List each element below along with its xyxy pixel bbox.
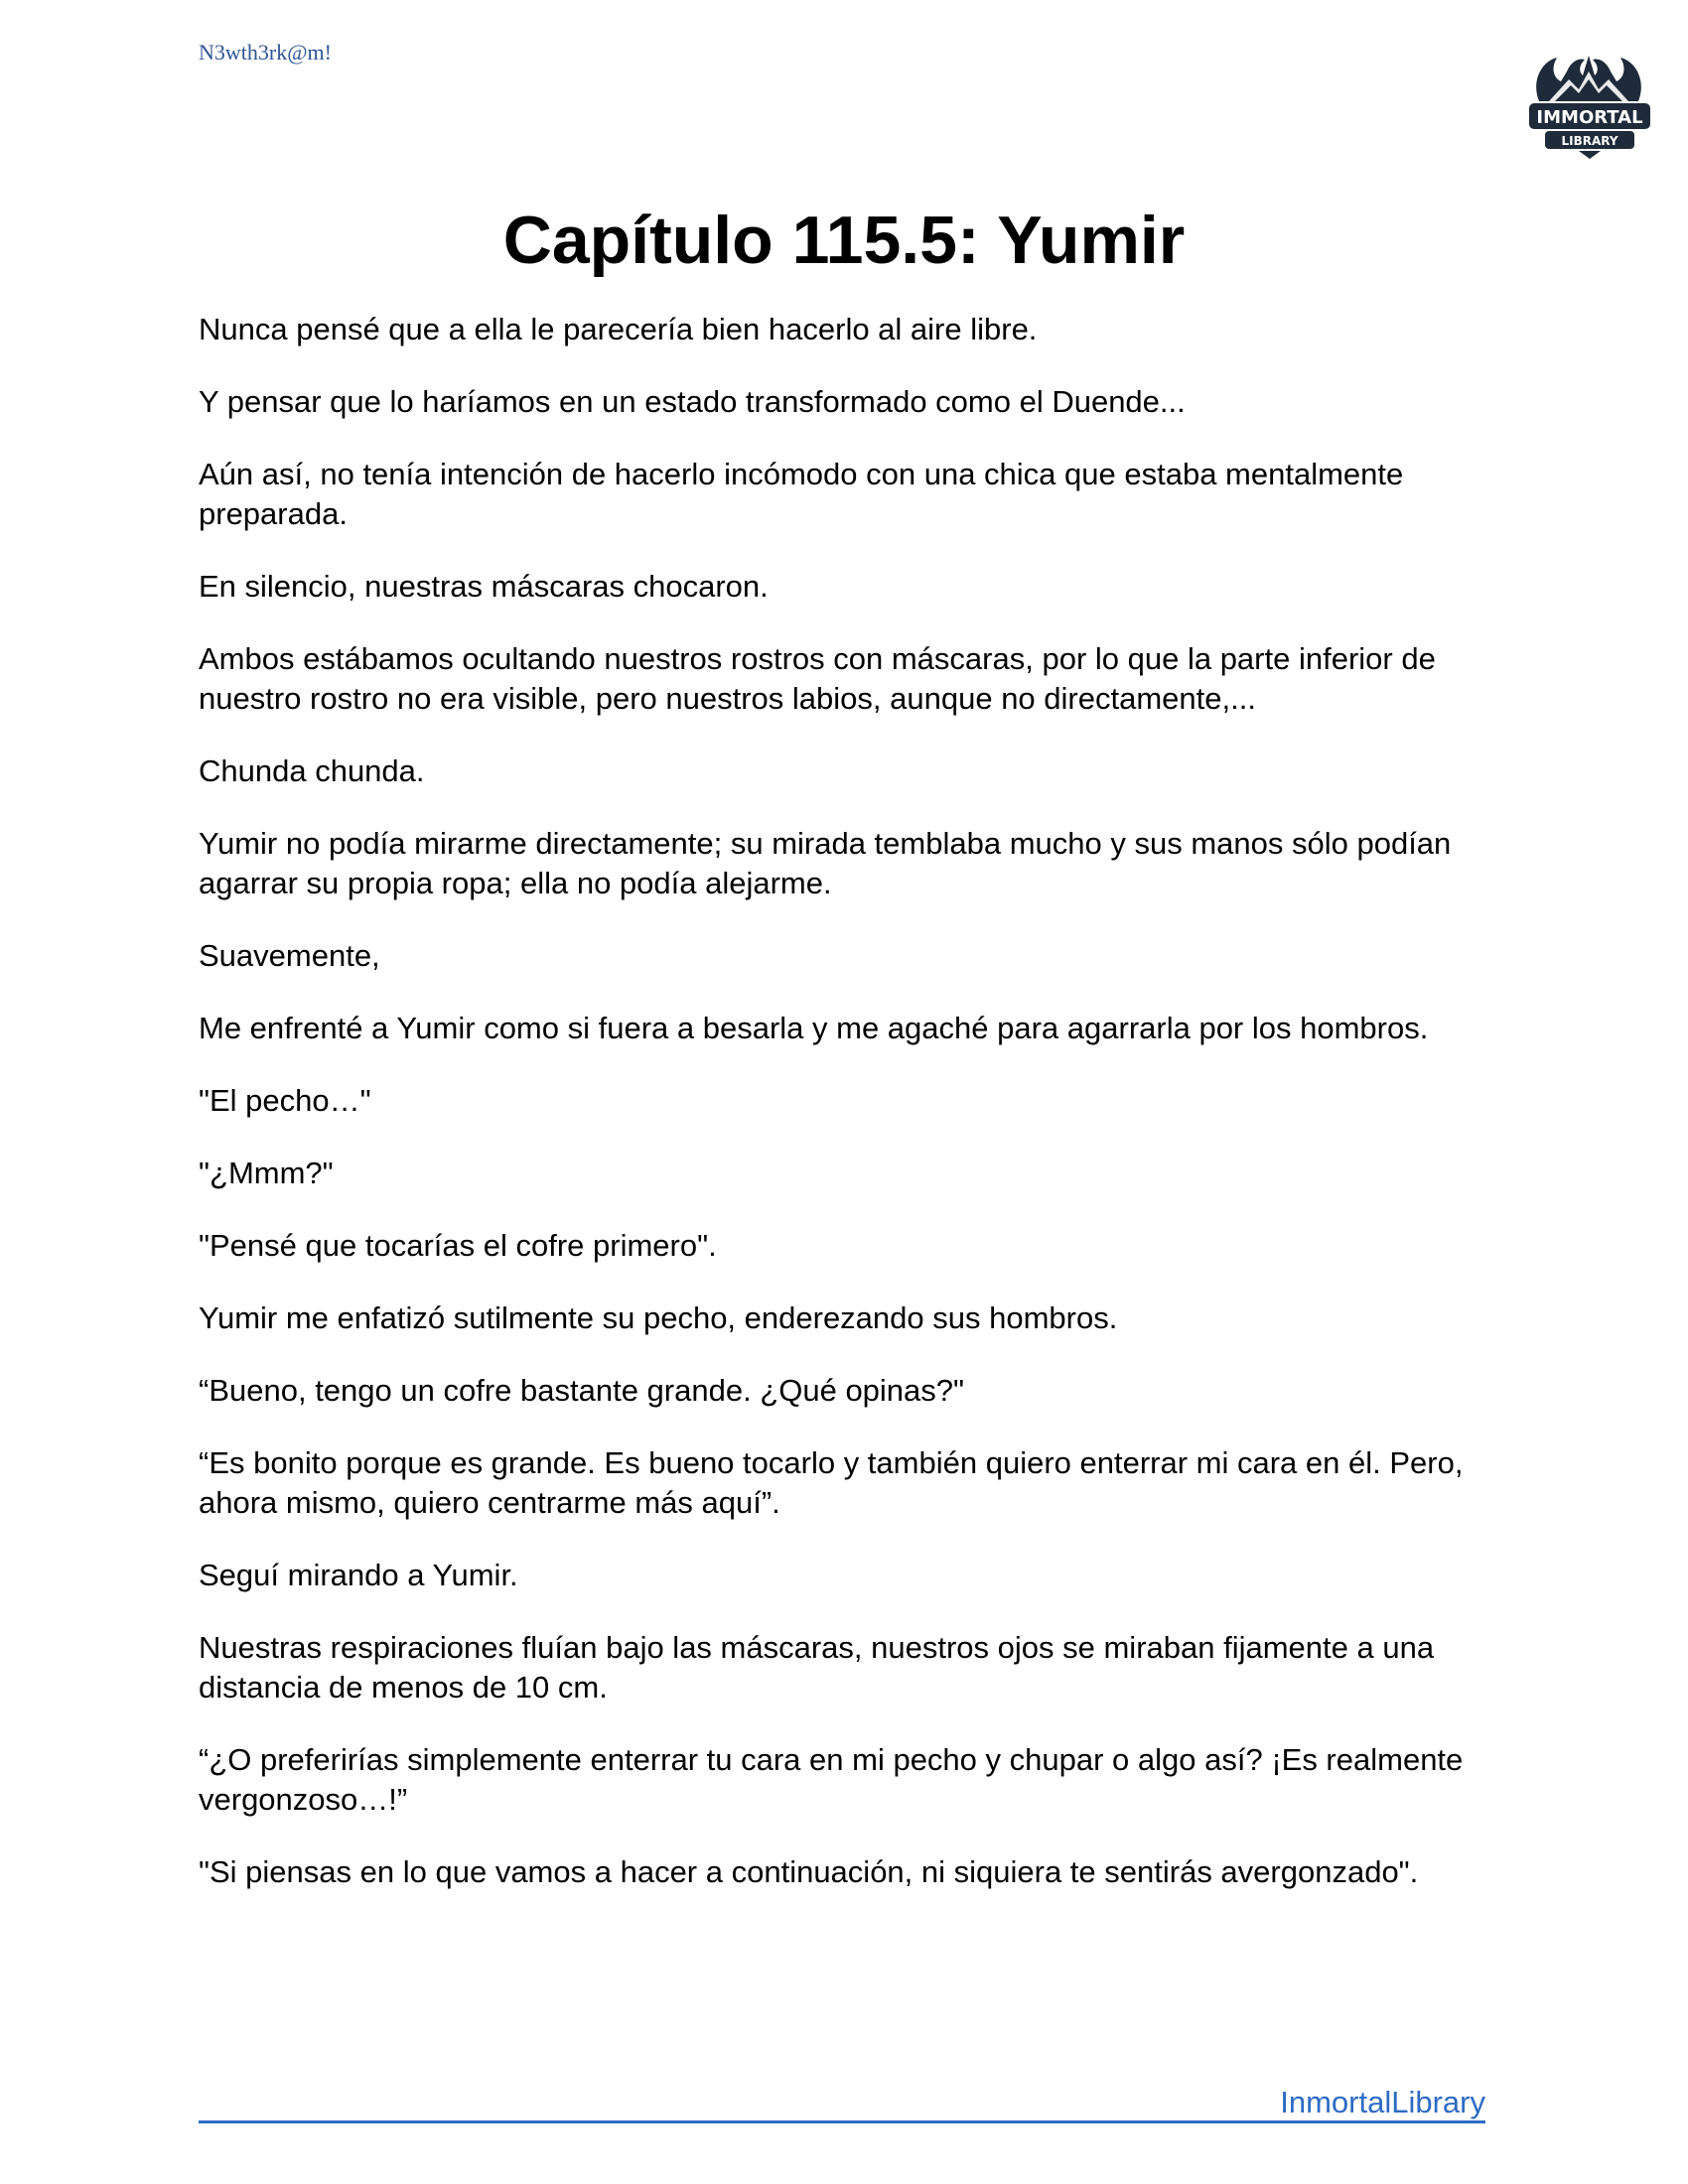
immortal-library-logo <box>1519 32 1660 163</box>
logo-line1: IMMORTAL <box>1536 107 1643 128</box>
paragraph: Seguí mirando a Yumir. <box>199 1558 518 1592</box>
paragraph: "El pecho…" <box>199 1083 371 1118</box>
paragraph: Suavemente, <box>199 938 380 973</box>
watermark-text: N3wth3rk@m! <box>199 40 332 65</box>
paragraph: Yumir no podía mirarme directamente; su mirada temblaba mucho y sus manos sólo podían agarrar su propia ropa; ella no podía alejarme. <box>199 826 1452 900</box>
paragraph: "¿Mmm?" <box>199 1156 334 1190</box>
paragraph: Y pensar que lo haríamos en un estado transformado como el Duende... <box>199 384 1186 419</box>
paragraph: Chunda chunda. <box>199 753 425 788</box>
paragraph: “¿O preferirías simplemente enterrar tu cara en mi pecho y chupar o algo así? ¡Es realmente vergonzoso…!” <box>199 1742 1464 1817</box>
footer-site-link[interactable]: InmortalLibrary <box>1280 2085 1485 2119</box>
logo-line2: LIBRARY <box>1561 134 1618 148</box>
paragraph: Yumir me enfatizó sutilmente su pecho, enderezando sus hombros. <box>199 1300 1118 1335</box>
paragraph: Aún así, no tenía intención de hacerlo incómodo con una chica que estaba mentalmente preparada. <box>199 457 1404 531</box>
paragraph: “Bueno, tengo un cofre bastante grande. ¿Qué opinas?" <box>199 1373 965 1408</box>
paragraph: “Es bonito porque es grande. Es bueno tocarlo y también quiero enterrar mi cara en él. Pero, ahora mismo, quiero centrarme más aquí”. <box>199 1445 1464 1520</box>
paragraph: "Si piensas en lo que vamos a hacer a continuación, ni siquiera te sentirás avergonzado". <box>199 1854 1419 1889</box>
chapter-body <box>199 310 1499 1925</box>
paragraph: Ambos estábamos ocultando nuestros rostros con máscaras, por lo que la parte inferior de nuestro rostro no era visible, pero nuestros labios, aunque no directamente,... <box>199 641 1436 716</box>
footer-divider <box>199 2120 1485 2123</box>
chapter-title: Capítulo 115.5: Yumir <box>502 203 1186 278</box>
paragraph: Me enfrenté a Yumir como si fuera a besarla y me agaché para agarrarla por los hombros. <box>199 1011 1429 1045</box>
paragraph: Nuestras respiraciones fluían bajo las máscaras, nuestros ojos se miraban fijamente a una distancia de menos de 10 cm. <box>199 1630 1435 1705</box>
paragraph: En silencio, nuestras máscaras chocaron. <box>199 569 769 604</box>
paragraph: Nunca pensé que a ella le parecería bien hacerlo al aire libre. <box>199 312 1038 346</box>
paragraph: "Pensé que tocarías el cofre primero". <box>199 1228 717 1263</box>
immortal-library-logo-icon <box>1519 32 1660 163</box>
